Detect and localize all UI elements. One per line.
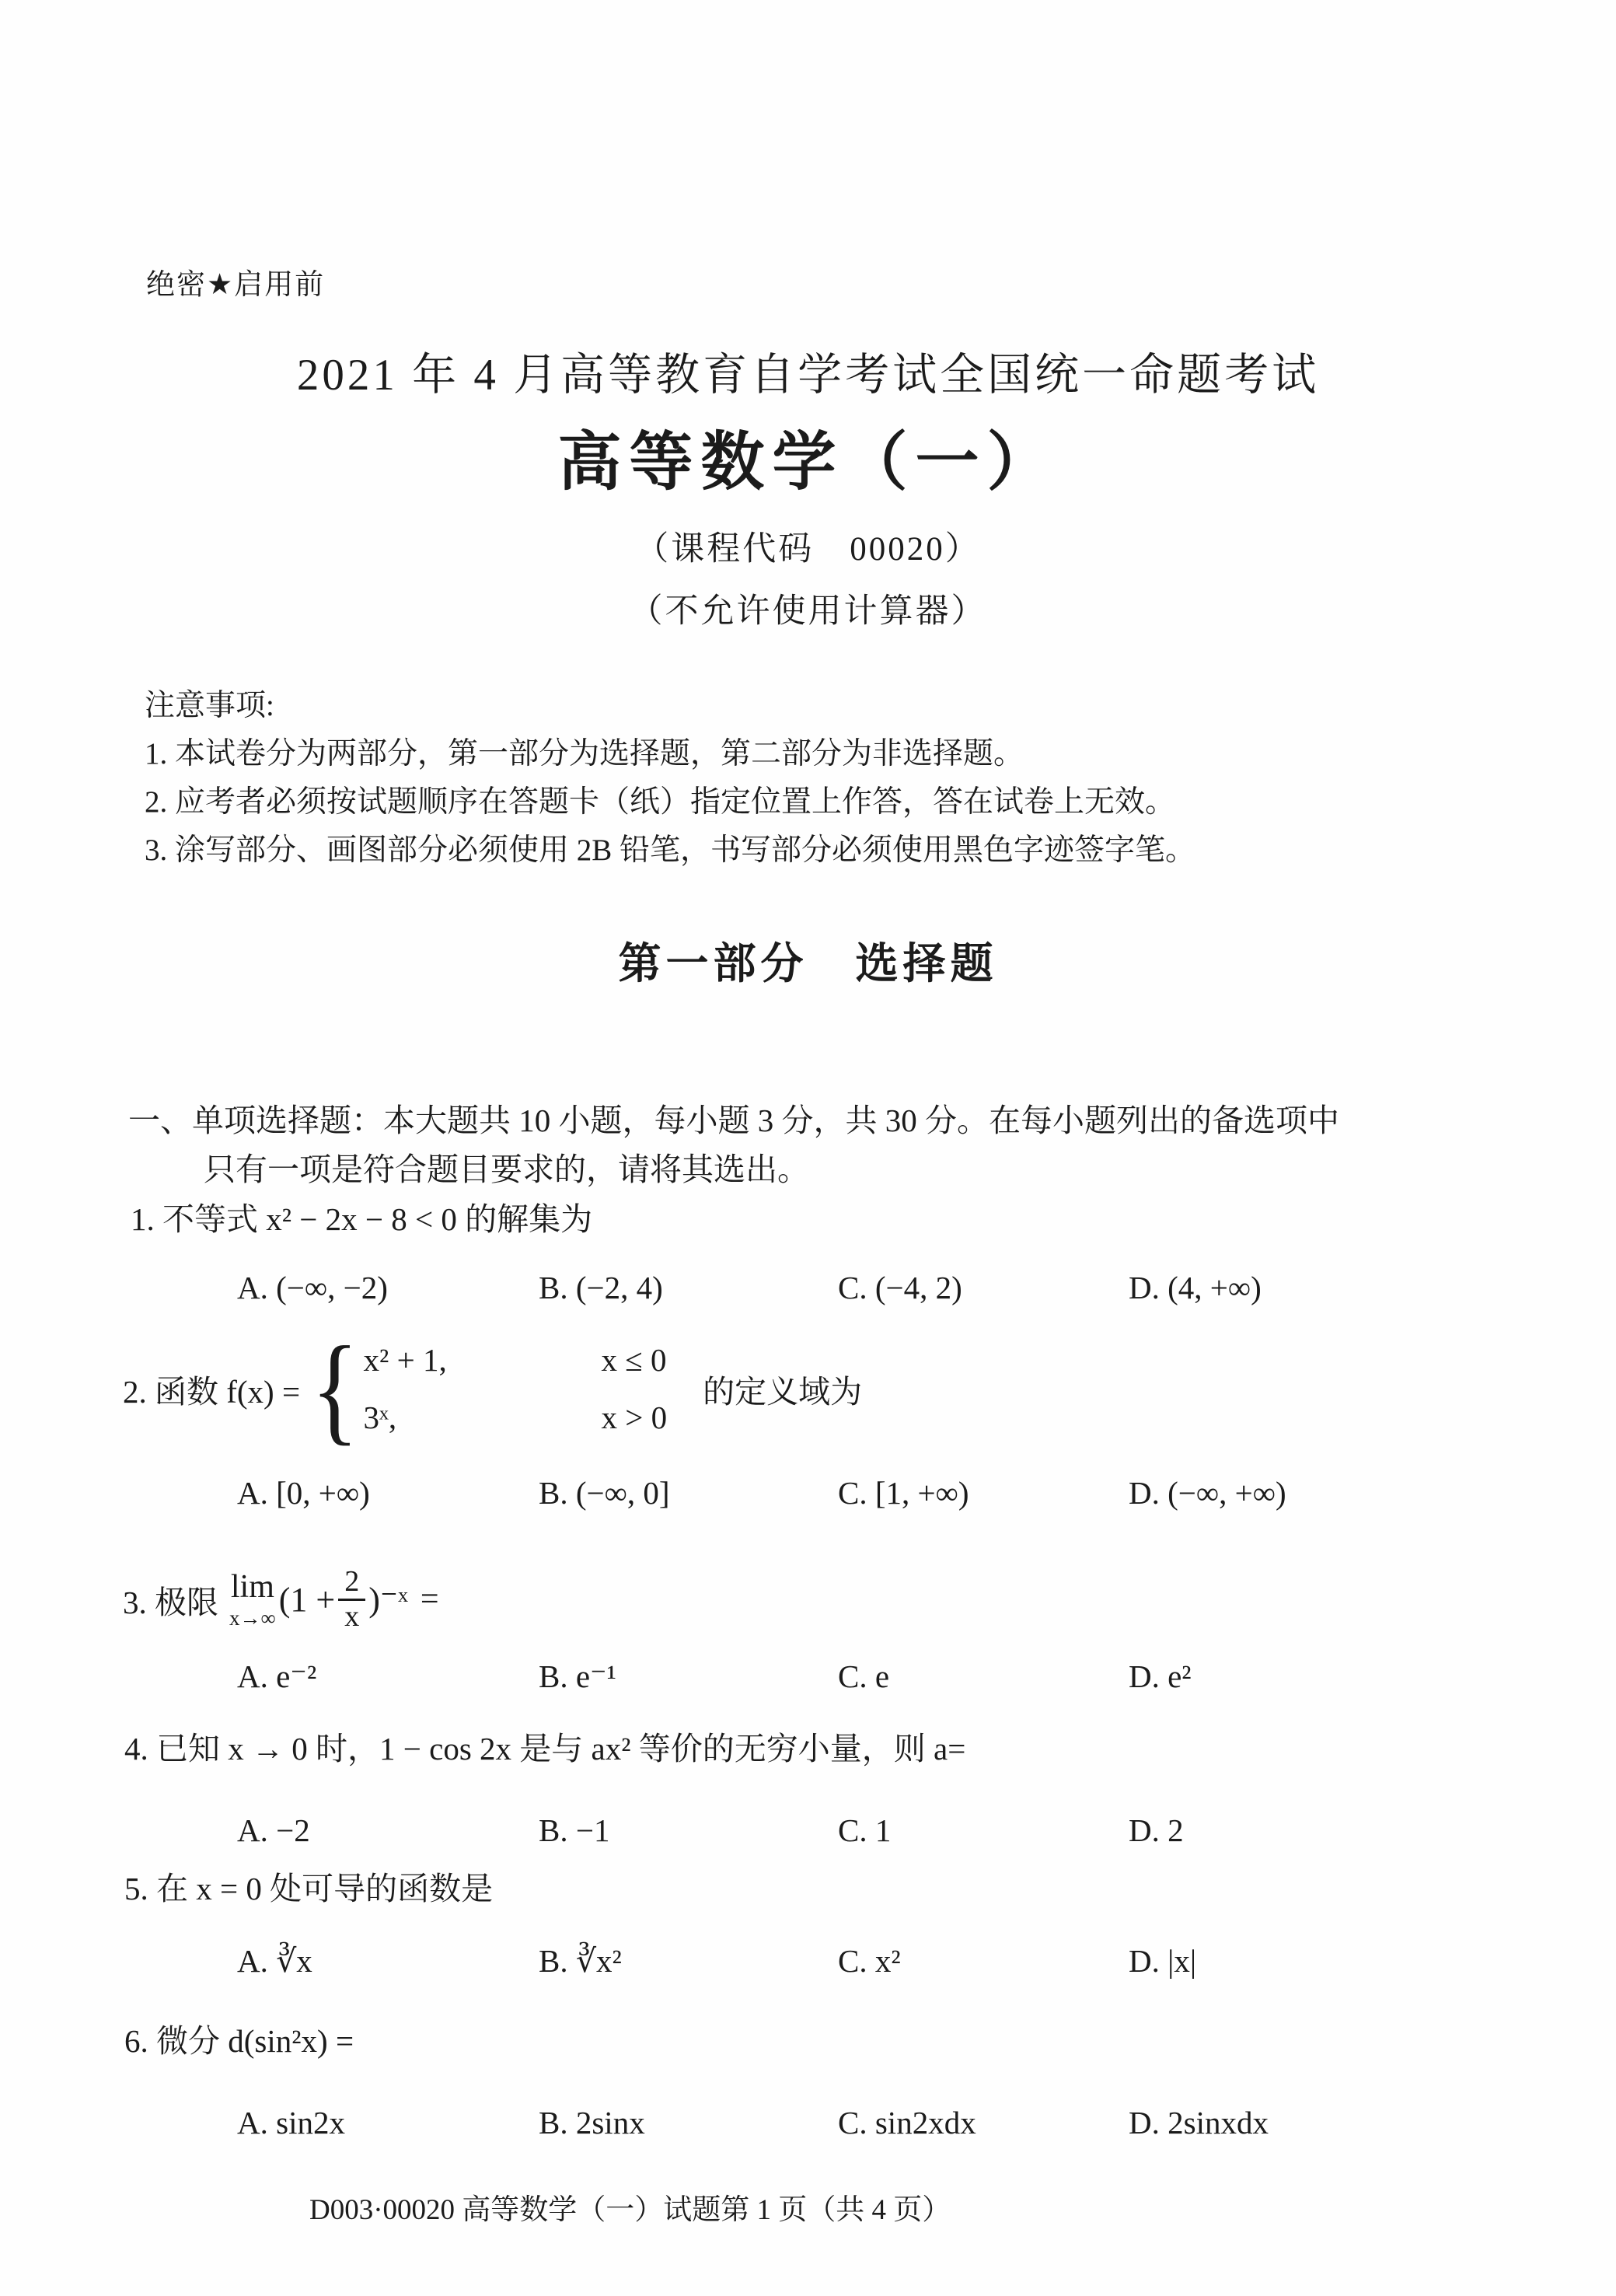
question-1-option-a: A. (−∞, −2) <box>237 1270 388 1305</box>
piecewise-case-2-expression: 3ˣ, <box>363 1400 397 1435</box>
notes-heading: 注意事项: <box>145 689 274 722</box>
question-6-option-d: D. 2sinxdx <box>1129 2105 1269 2140</box>
limit-symbol: lim <box>230 1568 274 1605</box>
fraction-denominator: x <box>338 1599 365 1634</box>
section-title: 第一部分 选择题 <box>618 940 998 987</box>
course-code: （课程代码 00020） <box>635 531 981 568</box>
question-2-option-b: B. (−∞, 0] <box>539 1475 670 1511</box>
question-3-option-b: B. e⁻¹ <box>539 1658 616 1694</box>
equals-sign: = <box>420 1581 439 1617</box>
piecewise-case-2-condition: x > 0 <box>601 1400 668 1435</box>
question-1-option-b: B. (−2, 4) <box>539 1270 663 1305</box>
calculator-note: （不允许使用计算器） <box>629 593 987 630</box>
question-6-option-c: C. sin2xdx <box>838 2105 976 2140</box>
question-2-option-c: C. [1, +∞) <box>838 1475 969 1511</box>
security-classification: 绝密★启用前 <box>146 269 326 301</box>
course-title: 高等数学（一） <box>557 427 1059 498</box>
question-2-prefix: 2. 函数 f(x) = <box>123 1373 301 1410</box>
question-1-options <box>0 1269 1616 1323</box>
note-item-2: 2. 应考者必须按试题顺序在答题卡（纸）指定位置上作答，答在试卷上无效。 <box>145 785 1176 819</box>
question-4-stem: 4. 已知 x → 0 时，1 − cos 2x 是与 ax² 等价的无穷小量，则 a= <box>124 1731 966 1767</box>
question-5-option-b: B. ∛x² <box>539 1943 622 1979</box>
question-3-option-a: A. e⁻² <box>237 1658 317 1694</box>
question-4-options <box>0 1812 1616 1866</box>
question-1-option-d: D. (4, +∞) <box>1129 1270 1262 1305</box>
question-3-option-c: C. e <box>838 1658 890 1694</box>
note-item-3: 3. 涂写部分、画图部分必须使用 2B 铅笔，书写部分必须使用黑色字迹签字笔。 <box>145 833 1196 867</box>
question-5-stem: 5. 在 x = 0 处可导的函数是 <box>124 1871 494 1906</box>
note-item-1: 1. 本试卷分为两部分，第一部分为选择题，第二部分为非选择题。 <box>145 737 1024 771</box>
limit-operator <box>229 1568 276 1630</box>
question-3-option-d: D. e² <box>1129 1658 1192 1694</box>
question-6-option-b: B. 2sinx <box>539 2105 645 2140</box>
question-4-option-d: D. 2 <box>1129 1812 1184 1848</box>
question-6-option-a: A. sin2x <box>237 2105 345 2140</box>
piecewise-case-1 <box>364 1341 668 1379</box>
question-5-option-c: C. x² <box>838 1943 901 1979</box>
section-instructions-line2: 只有一项是符合题目要求的，请将其选出。 <box>204 1151 809 1187</box>
question-6-stem: 6. 微分 d(sin²x) = <box>124 2023 354 2059</box>
limit-subscript: x→∞ <box>229 1606 276 1630</box>
exam-title: 2021 年 4 月高等教育自学考试全国统一命题考试 <box>296 351 1320 400</box>
limit-close-paren-exponent: )⁻ˣ <box>368 1580 408 1619</box>
question-5-options <box>0 1942 1616 1997</box>
limit-open-paren: (1 + <box>278 1580 336 1619</box>
question-4-option-c: C. 1 <box>838 1812 892 1848</box>
piecewise-cases <box>364 1341 668 1436</box>
fraction <box>338 1566 365 1634</box>
question-2-option-d: D. (−∞, +∞) <box>1129 1475 1286 1511</box>
question-3-options <box>0 1658 1616 1712</box>
piecewise-case-1-condition: x ≤ 0 <box>601 1342 667 1378</box>
question-4-option-b: B. −1 <box>539 1812 610 1848</box>
fraction-numerator: 2 <box>344 1564 360 1598</box>
question-4-option-a: A. −2 <box>237 1812 310 1848</box>
question-3-stem <box>123 1553 439 1645</box>
piecewise-case-2 <box>364 1399 668 1436</box>
question-3-prefix: 3. 极限 <box>123 1584 218 1620</box>
question-1-stem: 1. 不等式 x² − 2x − 8 < 0 的解集为 <box>131 1201 593 1237</box>
question-6-options <box>0 2104 1616 2158</box>
piecewise-case-1-expression: x² + 1, <box>363 1342 447 1378</box>
page-footer: D003·00020 高等数学（一）试题第 1 页（共 4 页） <box>309 2194 951 2226</box>
question-2-options <box>0 1474 1616 1529</box>
question-2-suffix: 的定义域为 <box>703 1373 863 1410</box>
question-5-option-d: D. |x| <box>1129 1943 1197 1979</box>
question-2-stem <box>123 1321 863 1456</box>
question-5-option-a: A. ∛x <box>237 1943 312 1979</box>
piecewise-brace: { <box>311 1321 359 1456</box>
section-instructions-line1: 一、单项选择题：本大题共 10 小题，每小题 3 分，共 30 分。在每小题列出的备选项中 <box>128 1103 1339 1138</box>
question-1-option-c: C. (−4, 2) <box>838 1270 962 1305</box>
question-2-option-a: A. [0, +∞) <box>237 1475 370 1511</box>
